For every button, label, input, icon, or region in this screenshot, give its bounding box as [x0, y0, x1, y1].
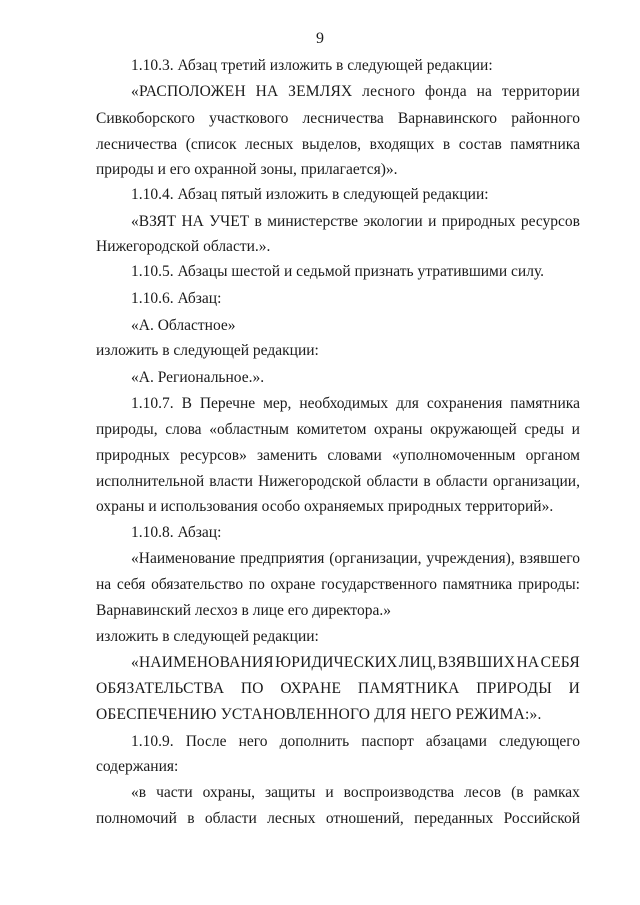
word: лесов — [464, 784, 502, 801]
word: взявшего — [519, 550, 580, 567]
text-line-caps: ОБЕСПЕЧЕНИЮ УСТАНОВЛЕННОГО ДЛЯ НЕГО РЕЖИМА:». — [96, 706, 542, 723]
quote-oblastnoe: «А. Областное» — [131, 317, 236, 334]
word: среды — [524, 421, 564, 438]
quote-regionalnoe: «А. Региональное.». — [131, 369, 265, 386]
text-line: изложить в следующей редакции: — [96, 628, 319, 645]
paragraph-1-10-5: 1.10.5. Абзацы шестой и седьмой признать утратившими силу. — [131, 263, 545, 280]
word: организации, — [492, 473, 580, 490]
word: УЧЕТ — [209, 213, 250, 230]
word: лесничества — [96, 136, 178, 153]
paragraph-1-10-9 — [131, 732, 580, 752]
word: ЮРИДИЧЕСКИХ — [275, 654, 398, 671]
text-line: изложить в следующей редакции: — [96, 342, 319, 359]
word: фонда — [424, 83, 467, 100]
word: природы, — [96, 421, 158, 438]
word: сохранения — [426, 395, 503, 412]
word: словами — [327, 447, 382, 464]
word: заменить — [257, 447, 318, 464]
paragraph-1-10-7 — [131, 394, 580, 414]
word: для — [396, 395, 419, 412]
word: выделов, — [301, 136, 362, 153]
word: памятника — [510, 395, 580, 412]
page-number: 9 — [316, 30, 324, 47]
word: и — [325, 784, 334, 801]
word: себя — [116, 576, 146, 593]
word: защиты — [264, 784, 316, 801]
word: «ВЗЯТ — [131, 213, 177, 230]
word: комитетом — [296, 421, 367, 438]
word: ЗЕМЛЯХ — [288, 83, 353, 100]
word: на — [476, 83, 493, 100]
word: на — [96, 576, 112, 593]
word: воспроизводства — [343, 784, 455, 801]
word: «областным — [209, 421, 289, 438]
word: охраны — [374, 421, 423, 438]
word: НА — [181, 213, 204, 230]
text-line — [96, 446, 580, 466]
word: органом — [525, 447, 580, 464]
word: обязательство — [151, 576, 244, 593]
paragraph-1-10-4: 1.10.4. Абзац пятый изложить в следующей редакции: — [131, 186, 489, 203]
quote-naimenovanie — [131, 549, 580, 569]
word: лесного — [362, 83, 416, 100]
word: ПРИРОДЫ — [476, 680, 552, 697]
text-line — [96, 109, 580, 129]
word: Перечне — [199, 395, 256, 412]
word: ресурсов — [520, 213, 580, 230]
text-line — [96, 472, 580, 492]
word: отношений, — [325, 810, 404, 827]
word: охране — [270, 576, 316, 593]
word: области — [204, 810, 257, 827]
text-line — [96, 420, 580, 440]
text-line: Варнавинский лесхоз в лице его директора.» — [96, 602, 391, 619]
word: необходимых — [299, 395, 389, 412]
word: состав — [458, 136, 502, 153]
quote-line-raspolozhen — [131, 82, 580, 102]
word: в — [187, 810, 195, 827]
word: НА — [516, 654, 540, 671]
word: входящих — [369, 136, 435, 153]
word: территории — [501, 83, 580, 100]
word: После — [185, 733, 227, 750]
text-line: Нижегородской области.». — [96, 238, 271, 255]
word: памятника — [442, 576, 513, 593]
word: ресурсов» — [179, 447, 247, 464]
word: «уполномоченным — [391, 447, 516, 464]
word: паспорт — [361, 733, 414, 750]
word: части — [156, 784, 193, 801]
word: области — [366, 473, 419, 490]
word: абзацами — [425, 733, 487, 750]
word: В — [181, 395, 192, 412]
word: следующего — [498, 733, 580, 750]
word: «в — [131, 784, 147, 801]
text-line-caps — [96, 679, 580, 699]
word: участкового — [209, 110, 289, 127]
text-line: охраны и использования особо охраняемых природных территорий». — [96, 498, 554, 515]
quote-line-vzyat — [131, 212, 580, 232]
text-line — [96, 809, 580, 829]
text-line — [96, 135, 580, 155]
word: мер, — [263, 395, 292, 412]
word: предприятия — [240, 550, 325, 567]
word: 1.10.9. — [131, 733, 174, 750]
word: Нижегородской — [258, 473, 362, 490]
word: и — [571, 421, 580, 438]
word: дополнить — [279, 733, 350, 750]
word: переданных — [414, 810, 494, 827]
word: ОХРАНЕ — [280, 680, 342, 697]
word: лесничества — [302, 110, 384, 127]
word: ПАМЯТНИКА — [357, 680, 460, 697]
word: слова — [165, 421, 202, 438]
word: «Наименование — [131, 550, 236, 567]
word: него — [238, 733, 268, 750]
word: исполнительной — [96, 473, 205, 490]
word: (список — [185, 136, 237, 153]
word: власти — [209, 473, 253, 490]
word: НА — [255, 83, 279, 100]
word: И — [568, 680, 580, 697]
word: природных — [441, 213, 516, 230]
word: ОБЯЗАТЕЛЬСТВА — [96, 680, 225, 697]
word: охраны, — [202, 784, 255, 801]
word: государственного — [321, 576, 437, 593]
word: Варнавинского — [397, 110, 498, 127]
word: и — [428, 213, 437, 230]
word: министерстве — [267, 213, 358, 230]
word: 1.10.7. — [131, 395, 174, 412]
word: (организации, — [329, 550, 422, 567]
text-line: природы и его охранной зоны, прилагается)». — [96, 161, 398, 178]
paragraph-1-10-6: 1.10.6. Абзац: — [131, 290, 222, 307]
paragraph-1-10-3: 1.10.3. Абзац третий изложить в следующей редакции: — [131, 57, 493, 74]
word: районного — [511, 110, 580, 127]
word: СЕБЯ — [540, 654, 580, 671]
word: учреждения), — [426, 550, 515, 567]
word: ВЗЯВШИХ — [437, 654, 516, 671]
word: «НАИМЕНОВАНИЯ — [131, 654, 274, 671]
word: области — [435, 473, 488, 490]
word: Российской — [503, 810, 580, 827]
word: «РАСПОЛОЖЕН — [131, 83, 246, 100]
word: окружающей — [430, 421, 517, 438]
word: в — [254, 213, 262, 230]
word: (в — [511, 784, 524, 801]
quote-naimenovaniya-caps — [131, 653, 580, 673]
word: лесных — [267, 810, 316, 827]
word: полномочий — [96, 810, 177, 827]
word: лесных — [245, 136, 294, 153]
word: рамках — [533, 784, 580, 801]
word: экологии — [363, 213, 423, 230]
word: Сивкоборского — [96, 110, 195, 127]
word: природы: — [517, 576, 580, 593]
word: по — [248, 576, 265, 593]
word: в — [442, 136, 451, 153]
word: ПО — [240, 680, 264, 697]
word: в — [423, 473, 431, 490]
quote-v-chasti — [131, 783, 580, 803]
text-line: содержания: — [96, 758, 179, 775]
text-line — [96, 575, 580, 595]
word: памятника — [510, 136, 580, 153]
word: природных — [96, 447, 170, 464]
paragraph-1-10-8: 1.10.8. Абзац: — [131, 524, 222, 541]
word: ЛИЦ, — [398, 654, 437, 671]
